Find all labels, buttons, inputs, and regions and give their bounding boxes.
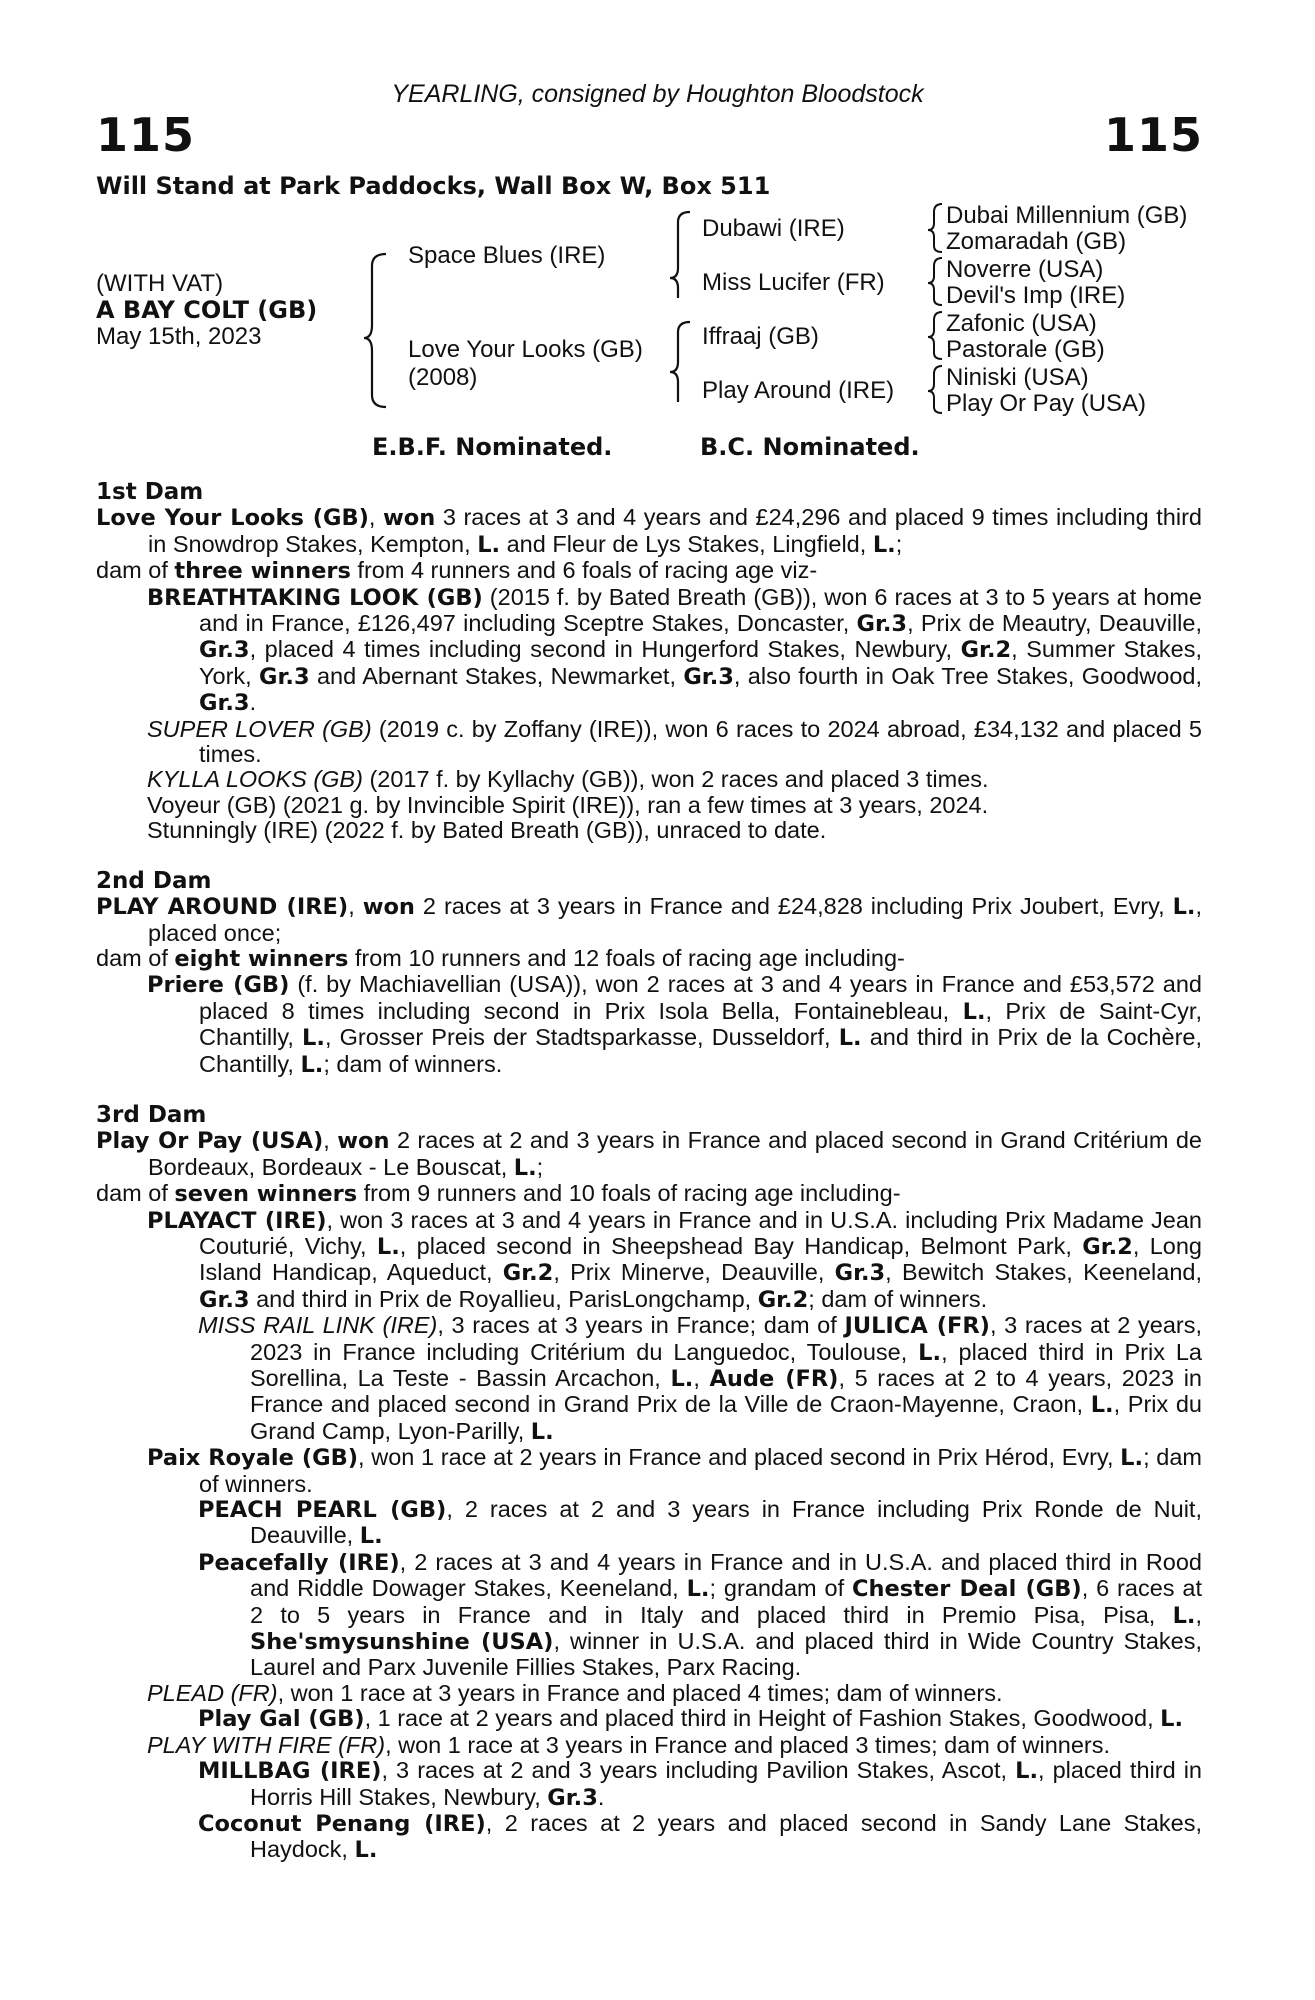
produce-stunningly: Stunningly (IRE) (2022 f. by Bated Breath (GB)), unraced to date. [147,817,827,844]
ancestor-4: Devil's Imp (IRE) [946,282,1126,309]
ancestor-2: Zomaradah (GB) [946,228,1127,255]
dam-dam: Play Around (IRE) [702,377,895,404]
produce-paix-royale: Paix Royale (GB), won 1 race at 2 years in France and placed second in Prix Hérod, Evry, L.; dam of winners. [147,1444,1202,1497]
stand-location: Will Stand at Park Paddocks, Wall Box W, Box 511 [96,172,771,200]
ebf-nomination: E.B.F. Nominated. [372,433,613,461]
produce-play-with-fire: PLAY WITH FIRE (FR), won 1 race at 3 years in France and placed 3 times; dam of winners. [147,1731,1111,1758]
ancestor-1: Dubai Millennium (GB) [946,202,1188,229]
produce-breathtaking-look: BREATHTAKING LOOK (GB) (2015 f. by Bated Breath (GB)), won 6 races at 3 to 5 years at home and in France, £126,497 including Sceptre Stakes, Doncaster, Gr.3, Prix de Meautry, Deauville, Gr.3, placed 4 times including second in Hungerford Stakes, Newbury, Gr.2, Summer Stakes, York, Gr.3 and Abernant Stakes, Newmarket, Gr.3, also fourth in Oak Tree Stakes, Goodwood, Gr.3. [147,583,1203,717]
produce-play-gal: Play Gal (GB), 1 race at 2 years and placed third in Height of Fashion Stakes, Goodwood, L. [198,1705,1184,1733]
ancestor-8: Play Or Pay (USA) [946,390,1147,417]
bc-nomination: B.C. Nominated. [700,433,920,461]
ancestor-5: Zafonic (USA) [946,310,1097,337]
sire-dam: Miss Lucifer (FR) [702,269,885,296]
produce-millbag: MILLBAG (IRE), 3 races at 2 and 3 years including Pavilion Stakes, Ascot, L., placed third in Horris Hill Stakes, Newbury, Gr.3. [198,1757,1202,1811]
first-dam-produce-intro: dam of three winners from 4 runners and 6 foals of racing age viz- [96,557,818,585]
produce-voyeur: Voyeur (GB) (2021 g. by Invincible Spirit (IRE)), ran a few times at 3 years, 2024. [147,791,989,818]
produce-coconut-penang: Coconut Penang (IRE), 2 races at 2 years and placed second in Sandy Lane Stakes, Haydock, L. [198,1809,1202,1864]
produce-plead: PLEAD (FR), won 1 race at 3 years in France and placed 4 times; dam of winners. [147,1679,1003,1706]
sire: Space Blues (IRE) [408,242,606,269]
ancestor-6: Pastorale (GB) [946,336,1105,363]
produce-super-lover: SUPER LOVER (GB) (2019 c. by Zoffany (IRE)), won 6 races to 2024 abroad, £34,132 and placed 5 times. [147,715,1203,768]
second-dam-produce-intro: dam of eight winners from 10 runners and 12 foals of racing age including- [96,944,905,972]
horse-name: A BAY COLT (GB) [96,296,318,324]
second-dam-heading: 2nd Dam [96,867,212,894]
dam-year: (2008) [408,364,478,391]
produce-peach-pearl: PEACH PEARL (GB), 2 races at 2 and 3 years in France including Prix Ronde de Nuit, Deauville, L. [198,1496,1202,1550]
foaling-date: May 15th, 2023 [96,323,262,350]
catalogue-body [96,480,1202,1864]
vat-note: (WITH VAT) [96,270,224,297]
ancestor-7: Niniski (USA) [946,364,1089,391]
produce-priere: Priere (GB) (f. by Machiavellian (USA)), won 2 races at 3 and 4 years in France and £53,572 and placed 8 times including second in Prix Isola Bella, Fontainebleau, L., Prix de Saint-Cyr, Chantilly, L., Grosser Preis der Stadtsparkasse, Dusseldorf, L. and third in Prix de la Cochère, Chantilly, L.; dam of winners. [147,971,1203,1078]
third-dam-heading: 3rd Dam [96,1101,207,1128]
produce-playact: PLAYACT (IRE), won 3 races at 3 and 4 years in France and in U.S.A. including Prix Madame Jean Couturié, Vichy, L., placed second in Sheepshead Bay Handicap, Belmont Park, Gr.2, Long Island Handicap, Aqueduct, Gr.2, Prix Minerve, Deauville, Gr.3, Bewitch Stakes, Keeneland, Gr.3 and third in Prix de Royallieu, ParisLongchamp, Gr.2; dam of winners. [147,1206,1202,1313]
first-dam-record: Love Your Looks (GB), won 3 races at 3 and 4 years and £24,296 and placed 9 times including third in Snowdrop Stakes, Kempton, L. and Fleur de Lys Stakes, Lingfield, L.; [96,504,1202,558]
third-dam-produce-intro: dam of seven winners from 9 runners and 10 foals of racing age including- [96,1180,901,1208]
third-dam-record: Play Or Pay (USA), won 2 races at 2 and 3 years in France and placed second in Grand Critérium de Bordeaux, Bordeaux - Le Bouscat, L.; [96,1127,1202,1181]
lot-number-left: 115 [96,108,196,162]
lot-number-right: 115 [1103,108,1203,162]
second-dam-record: PLAY AROUND (IRE), won 2 races at 3 years in France and £24,828 including Prix Joubert, Evry, L., placed once; [96,893,1202,946]
dam-sire: Iffraaj (GB) [702,323,819,350]
produce-peacefally: Peacefally (IRE), 2 races at 3 and 4 years in France and in U.S.A. and placed third in Rood and Riddle Dowager Stakes, Keeneland, L.; grandam of Chester Deal (GB), 6 races at 2 to 5 years in France and in Italy and placed third in Premio Pisa, Pisa, L., She'smysunshine (USA), winner in U.S.A. and placed third in Wide Country Stakes, Laurel and Parx Juvenile Fillies Stakes, Parx Racing. [198,1548,1203,1681]
ancestor-3: Noverre (USA) [946,256,1104,283]
catalogue-subtitle: YEARLING, consigned by Houghton Bloodstock [391,80,924,108]
produce-kylla-looks: KYLLA LOOKS (GB) (2017 f. by Kyllachy (GB)), won 2 races and placed 3 times. [147,766,989,793]
dam: Love Your Looks (GB) [408,336,643,363]
sire-sire: Dubawi (IRE) [702,215,845,242]
produce-miss-rail-link: MISS RAIL LINK (IRE), 3 races at 3 years in France; dam of JULICA (FR), 3 races at 2 years, 2023 in France including Critérium du Languedoc, Toulouse, L., placed third in Prix La Sorellina, La Teste - Bassin Arcachon, L., Aude (FR), 5 races at 2 to 4 years, 2023 in France and placed second in Grand Prix de la Ville de Craon-Mayenne, Craon, L., Prix du Grand Camp, Lyon-Parilly, L. [198,1312,1203,1445]
first-dam-heading: 1st Dam [96,479,204,505]
